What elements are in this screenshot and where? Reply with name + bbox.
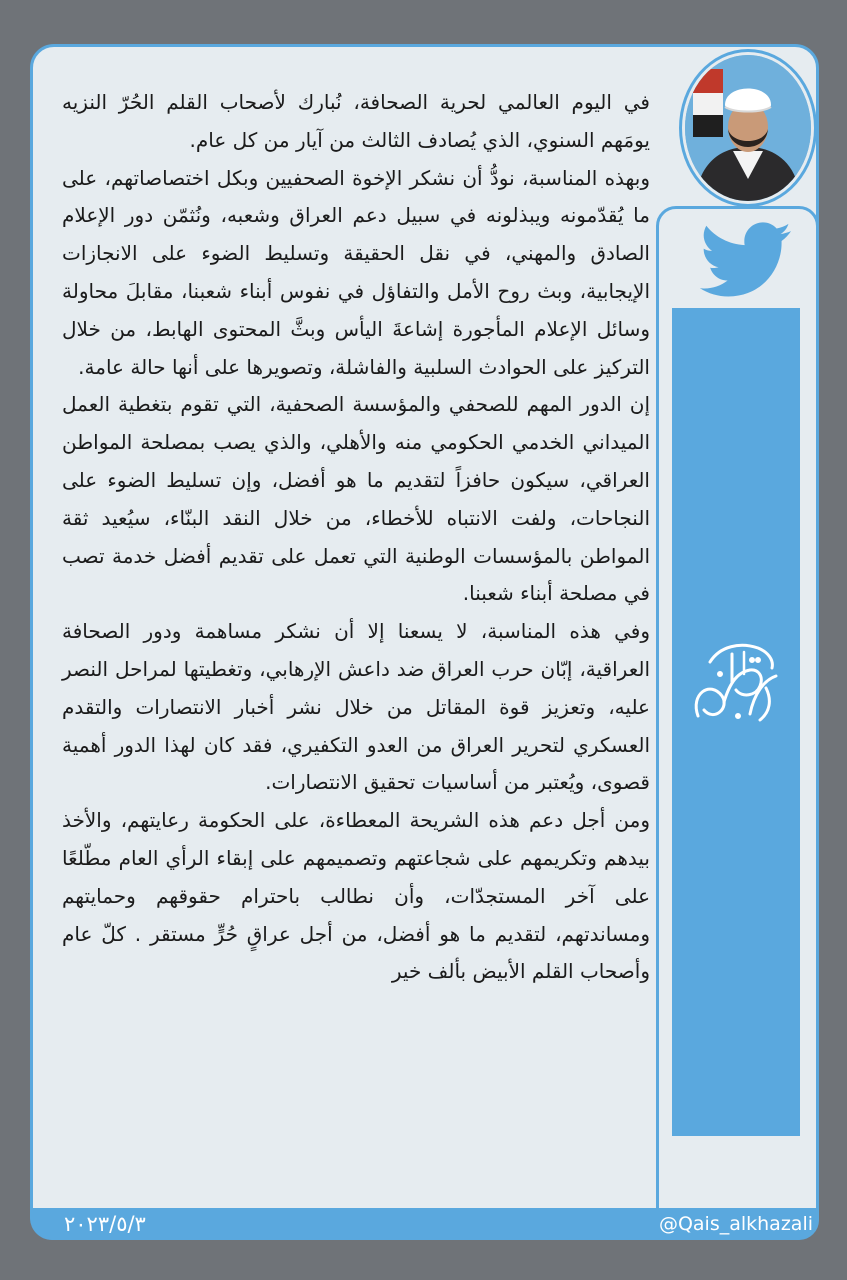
twitter-bird-icon bbox=[700, 222, 794, 298]
post-paragraph: وفي هذه المناسبة، لا يسعنا إلا أن نشكر مساهمة ودور الصحافة العراقية، إبّان حرب العراق ضد داعش الإرهابي، وتغطيتها لمراحل النصر عليه، وتعزيز قوة المقاتل من خلال نشر أخبار الانتصارات والتقدم العسكري لتحرير العراق من العدو التكفيري، فقد كان لهذا الدور أهمية قصوى، ويُعتبر من أساسيات تحقيق الانتصارات. bbox=[62, 619, 650, 795]
post-paragraph: في اليوم العالمي لحرية الصحافة، نُبارك لأصحاب القلم الحُرّ النزيه يومَهم السنوي، الذي يُصادف الثالث من آيار من كل عام. bbox=[62, 90, 650, 152]
signature bbox=[672, 620, 800, 740]
signature-calligraphy bbox=[680, 624, 792, 736]
post-paragraph: وبهذه المناسبة، نودُّ أن نشكر الإخوة الصحفيين وبكل اختصاصاتهم، على ما يُقدّمونه ويبذلونه في سبيل دعم العراق وشعبه، ونُثمّن دور الإعلام الصادق والمهني، في نقل الحقيقة وتسليط الضوء على الانجازات الإيجابية، وبث روح الأمل والتفاؤل في نفوس أبناء شعبنا، مقابلَ محاولة وسائل الإعلام المأجورة إشاعةَ اليأس وبثَّ المحتوى الهابط، من خلال التركيز على الحوادث السلبية والفاشلة، وتصويرها على أنها حالة عامة. bbox=[62, 165, 650, 379]
avatar bbox=[682, 52, 814, 204]
post-body bbox=[62, 84, 650, 1194]
avatar-portrait bbox=[685, 55, 811, 201]
post-date: ٢٠٢٣/٥/٣ bbox=[64, 1212, 146, 1236]
post-paragraph: إن الدور المهم للصحفي والمؤسسة الصحفية، التي تقوم بتغطية العمل الميداني الخدمي الحكومي منه والأهلي، والذي يصب بمصلحة المواطن العراقي، سيكون حافزاً لتقديم ما هو أفضل، وإن تسليط الضوء على النجاحات، ولفت الانتباه للأخطاء، من خلال النقد البنّاء، سيُعيد ثقة المواطن بالمؤسسات الوطنية التي تعمل على تقديم أفضل خدمة تصب في مصلحة أبناء شعبنا. bbox=[62, 392, 650, 606]
post-paragraph: ومن أجل دعم هذه الشريحة المعطاءة، على الحكومة رعايتهم، والأخذ بيدهم وتكريمهم على شجاعتهم وتصميمهم على إبقاء الرأي العام مطّلعًا على آخر المستجدّات، وأن نطالب باحترام حقوقهم وحمايتهم ومساندتهم، لتقديم ما هو أفضل، من أجل عراقٍ حُرٍّ مستقر . كلّ عام وأصحاب القلم الأبيض بألف خير bbox=[62, 808, 650, 984]
author-handle[interactable]: @Qais_alkhazali bbox=[658, 1213, 813, 1235]
